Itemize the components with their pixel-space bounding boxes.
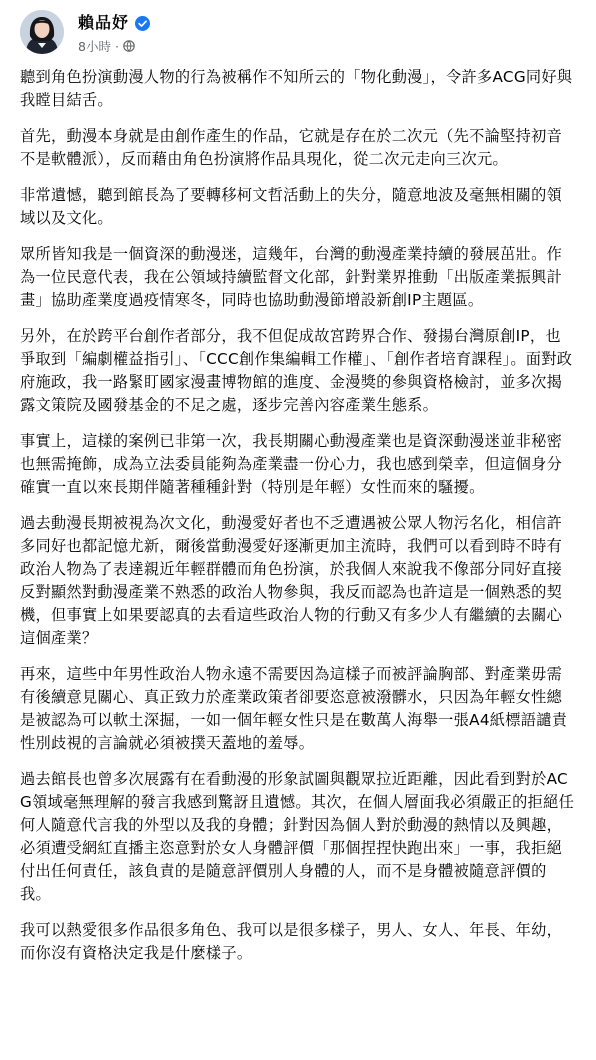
post-paragraph: 聽到角色扮演動漫人物的行為被稱作不知所云的「物化動漫」，令許多ACG同好與我瞠目結舌。 — [20, 68, 573, 109]
post-timestamp[interactable]: 8小時 — [78, 39, 111, 54]
post-paragraph: 過去動漫長期被視為次文化，動漫愛好者也不乏遭遇被公眾人物污名化，相信許多同好也都記憶尤新，爾後當動漫愛好逐漸更加主流時，我們可以看到時不時有政治人物為了表達親近年輕群體而角色扮演，於我個人來說我不像部分同好直接反對顯然對動漫產業不熟悉的政治人物參與，我反而認為也許這是一個熟悉的契機，但事實上如果要認真的去看這些政治人物的行動又有多少人有繼續的去關心這個產業？ — [20, 514, 563, 647]
verified-badge-icon — [135, 16, 150, 31]
post-paragraph: 首先，動漫本身就是由創作產生的作品，它就是存在於二次元（先不論堅持初音不是軟體派），反而藉由角色扮演將作品具現化，從二次元走向三次元。 — [20, 127, 563, 168]
post-paragraph: 我可以熱愛很多作品很多角色、我可以是很多樣子，男人、女人、年長、年幼，而你沒有資格決定我是什麼樣子。 — [20, 921, 563, 962]
post-header — [20, 8, 580, 60]
post-paragraph: 事實上，這樣的案例已非第一次，我長期關心動漫產業也是資深動漫迷並非秘密也無需掩飾，成為立法委員能夠為產業盡一份心力，我也感到榮幸，但這個身分確實一直以來長期伴隨著種種針對（特別是年輕）女性而來的騷擾。 — [20, 432, 563, 496]
post-paragraph: 另外，在於跨平台創作者部分，我不但促成故宮跨界合作、發揚台灣原創IP，也爭取到「編劇權益指引」、「CCC創作集編輯工作權」、「創作者培育課程」。面對政府施政，我一路緊盯國家漫畫博物館的進度、金漫獎的參與資格檢討，並多次揭露文策院及國發基金的不足之處，逐步完善內容產業生態系。 — [20, 327, 573, 414]
post-body — [20, 66, 576, 978]
separator-dot: · — [114, 38, 119, 54]
post-paragraph: 眾所皆知我是一個資深的動漫迷，這幾年，台灣的動漫產業持續的發展茁壯。作為一位民意代表，我在公領域持續監督文化部，針對業界推動「出版產業振興計畫」協助產業度過疫情寒冬，同時也協助動漫節增設新創IP主題區。 — [20, 245, 563, 309]
post-meta — [78, 37, 135, 55]
avatar-image — [20, 10, 64, 54]
globe-icon[interactable] — [123, 40, 135, 52]
avatar[interactable] — [20, 10, 64, 54]
post-paragraph: 再來，這些中年男性政治人物永遠不需要因為這樣子而被評論胸部、對產業毋需有後續意見關心、真正致力於產業政策者卻要恣意被潑髒水，只因為年輕女性總是被認為可以軟土深掘，一如一個年輕女性只是在數萬人海舉一張A4紙標語譴責性別歧視的言論就必須被撲天蓋地的羞辱。 — [20, 665, 568, 752]
post-paragraph: 過去館長也曾多次展露有在看動漫的形象試圖與觀眾拉近距離，因此看到對於ACG領域毫無理解的發言我感到驚訝且遺憾。其次，在個人層面我必須嚴正的拒絕任何人隨意代言我的外型以及我的身體；針對因為個人對於動漫的熱情以及興趣，必須遭受網紅直播主恣意對於女人身體評價「那個捏捏快跑出來」一事，我拒絕付出任何責任，該負責的是隨意評價別人身體的人，而不是身體被隨意評價的我。 — [20, 770, 575, 903]
author-name[interactable]: 賴品妤 — [78, 13, 130, 32]
post-paragraph: 非常遺憾，聽到館長為了要轉移柯文哲活動上的失分，隨意地波及毫無相關的領域以及文化。 — [20, 186, 563, 227]
author-row — [78, 11, 150, 35]
